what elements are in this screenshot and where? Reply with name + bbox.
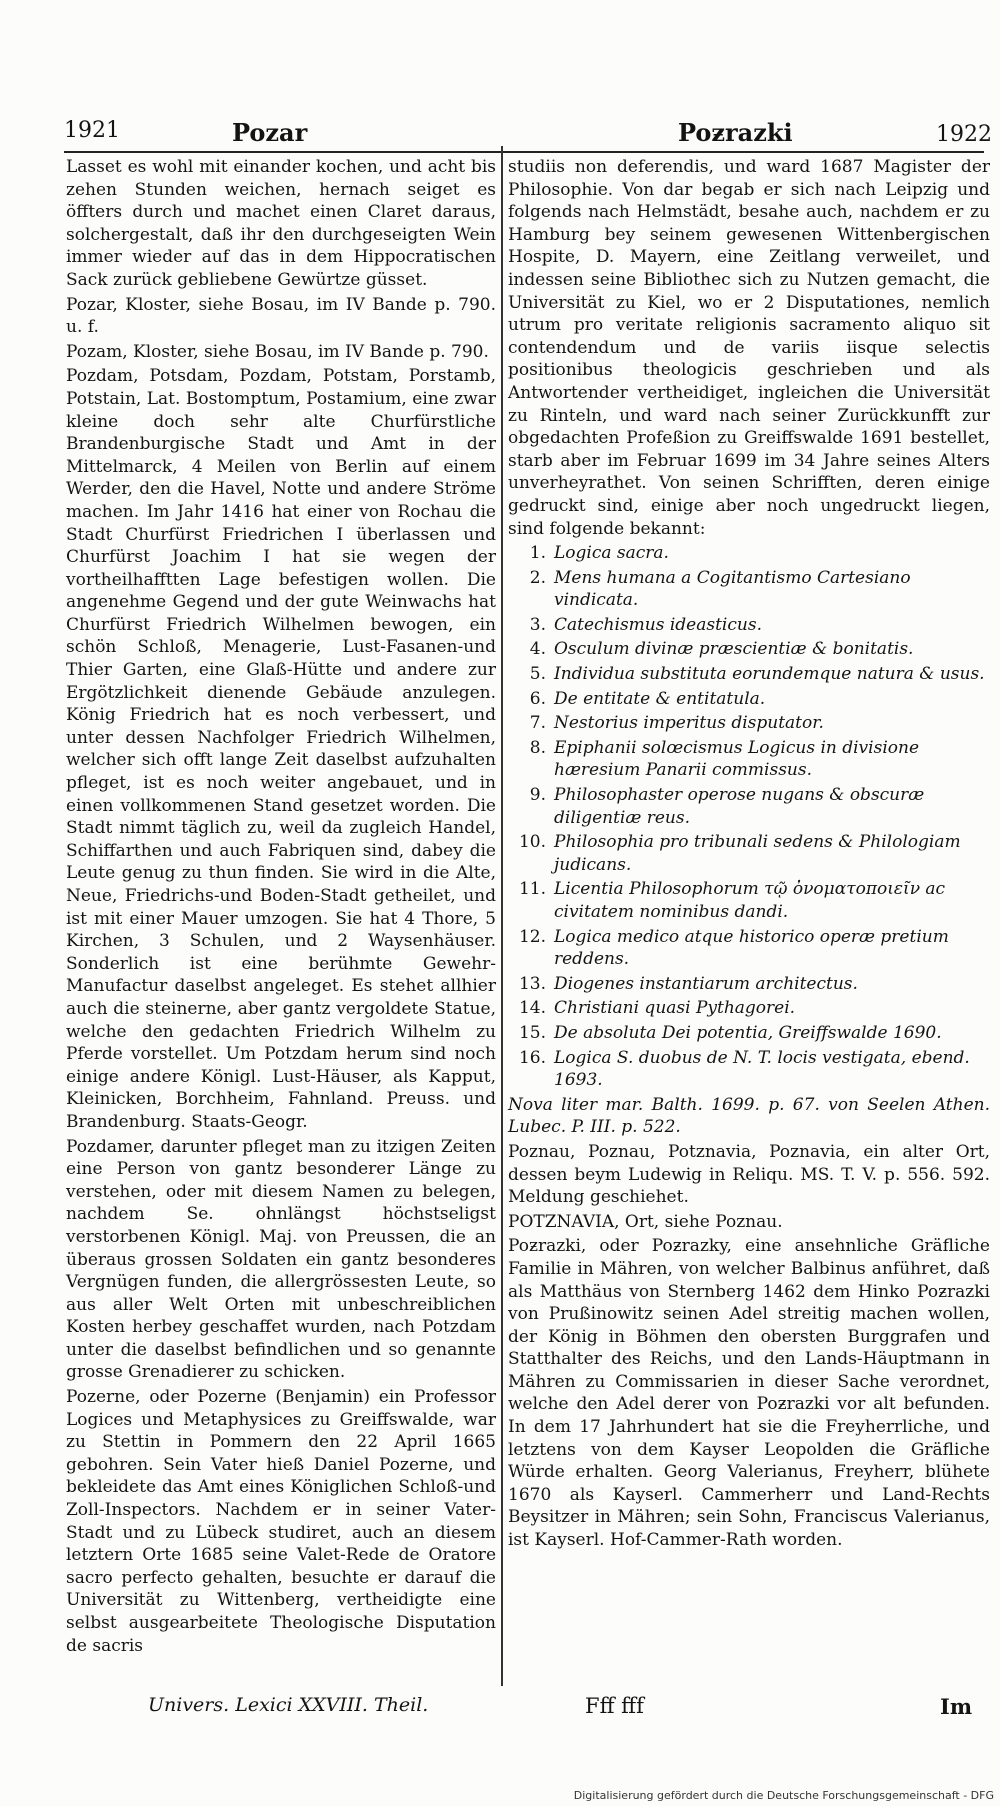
paragraph-recipe: Lasset es wohl mit einander kochen, und acht bis zehen Stunden weichen, hernach seiget es öffters durch und machet einen Claret daraus, solchergestalt, daß ihr den durchgeseigten Wein immer wieder auf das in dem Hippocratischen Sack zurück gebliebene Gewürtze güsset. — [66, 157, 496, 290]
list-item: 14. Christiani quasi Pythagorei. — [518, 998, 796, 1019]
list-item: 7. Nestorius imperitus disputator. — [529, 713, 824, 734]
list-item: 15. De absoluta Dei potentia, Greiffswalde 1690. — [518, 1022, 942, 1043]
list-item: 9. Philosophaster operose nugans & obscuræ diligentiæ reus. — [529, 785, 925, 828]
left-headword: Pozar — [232, 118, 308, 147]
list-item: 6. De entitate & entitatula. — [529, 688, 766, 709]
citation: Nova liter mar. Balth. 1699. p. 67. von Seelen Athen. Lubec. P. III. p. 522. — [508, 1094, 990, 1138]
volume-signature: Univers. Lexici XXVIII. Theil. — [148, 1694, 429, 1716]
list-item: 4. Osculum divinæ præscientiæ & bonitatis. — [529, 639, 914, 660]
list-item: 8. Epiphanii solœcismus Logicus in divisione hæresium Panarii commissus. — [529, 737, 920, 781]
list-item: 3. Catechismus ideasticus. — [529, 614, 762, 635]
digitization-note: Digitalisierung gefördert durch die Deutsche Forschungsgemeinschaft - DFG — [573, 1789, 994, 1802]
list-item: 11. Licentia Philosophorum τῷ ὀνοματοποιεῖν ac civitatem nominibus dandi. — [518, 879, 946, 922]
entry-pozam: Pozam, Kloster, siehe Bosau, im IV Bande p. 790. — [66, 341, 489, 362]
sheet-signature: Fff fff — [585, 1694, 644, 1718]
catchword: Im — [940, 1694, 973, 1719]
entry-potsdam: Pozdam, Potsdam, Pozdam, Potstam, Porstamb, Potstain, Lat. Bostomptum, Postamium, eine zwar kleine doch sehr alte Churfürstliche Brandenburgische Stadt und Amt in der Mittelmarck, 4 Meilen von Berlin auf einem Werder, den die Havel, Notte und andere Ströme machen. Im Jahr 1416 hat einer von Rochau die Stadt Churfürst Friedrichen I überlassen und Churfürst Joachim I hat sie wegen der vortheilhafftten Lage befestigen wollen. Die angenehme Gegend und der gute Weinwachs hat Churfürst Friedrich Wilhelmen bewogen, ein schön Schloß, Menagerie, Lust-Fasanen-und Thier Garten, eine Glaß-Hütte und andere zur Ergötzlichkeit dienende Gebäude anzulegen. König Friedrich hat es noch verbessert, und unter dessen Nachfolger Friedrich Wilhelmen, welcher sich offt lange Zeit daselbst aufzuhalten pfleget, ist es noch weiter angebauet, und in einen vollkommenen Stand gesetzet worden. Die Stadt nimmt täglich zu, weil da zugleich Handel, Schiffarthen und auch Fabriquen sind, dabey die Leute genug zu thun finden. Sie wird in die Alte, Neue, Friedrichs-und Boden-Stadt getheilet, und ist mit einer Mauer umzogen. Sie hat 4 Thore, 5 Kirchen, 3 Schulen, und 2 Waysenhäuser. Sonderlich ist eine berühmte Gewehr-Manufactur daselbst angeleget. Es stehet allhier auch die steinerne, aber gantz vergoldete Statue, welche den gedachten Friedrich Wilhelm zu Pferde vorstellet. Um Potzdam herum sind noch einige andere Königl. Lust-Häuser, als Kapput, Kleinicken, Borchheim, Fahnland. Preuss. und Brandenburg. Staats-Geogr. — [66, 366, 496, 1132]
list-item: 13. Diogenes instantiarum architectus. — [518, 973, 858, 994]
list-item: 12. Logica medico atque historico operæ pretium reddens. — [518, 926, 949, 970]
right-column — [508, 156, 990, 1552]
running-head — [64, 118, 992, 148]
left-column-number: 1921 — [64, 118, 120, 143]
list-item: 1. Logica sacra. — [529, 543, 669, 564]
entry-pozerne-continued: studiis non deferendis, und ward 1687 Magister der Philosophie. Von dar begab er sich nach Leipzig und folgends nach Helmstädt, besahe auch, nachdem er zu Hamburg bey seinem gewesenen Wittenbergischen Hospite, D. Mayern, eine Zeitlang verweilet, und indessen seine Bibliothec sich zu Nutzen gemacht, die Universität zu Kiel, wo er 2 Disputationes, nemlich utrum pro veritate religionis sacramento aliquo sit contendendum und de variis iisque selectis positionibus theologicis geschrieben und als Antwortender vertheidiget, ingleichen die Universität zu Rinteln, und ward nach seiner Zurückkunfft zur obgedachten Profeßion zu Greiffswalde 1691 bestellet, starb aber im Februar 1699 im 34 Jahre seines Alters unverheyrathet. Von seinen Schrifften, deren einige gedruckt sind, einige aber noch ungedruckt liegen, sind folgende bekannt: — [508, 157, 990, 539]
entry-pozrazki: Poƶrazki, oder Poƶrazky, eine ansehnliche Gräfliche Familie in Mähren, von welcher Balbinus anführet, daß als Matthäus von Sternberg 1462 dem Hinko Poƶrazki von Prußinowitz seinen Adel streitig machen wollen, der König in Böhmen den obersten Burggrafen und Statthalter des Reichs, und den Lands-Häuptmann in Mähren zu Commissarien in dieser Sache verordnet, welche den Adel derer von Poƶrazki vor alt befunden. In dem 17 Jahrhundert hat sie die Freyherrliche, und letztens von dem Kayser Leopolden die Gräfliche Würde erhalten. Georg Valerianus, Freyherr, blühete 1670 als Kayserl. Cammerherr und Land-Rechts Beysitzer in Mähren; sein Sohn, Franciscus Valerianus, ist Kayserl. Hof-Cammer-Rath worden. — [508, 1236, 990, 1551]
entry-pozdamer: Pozdamer, darunter pfleget man zu itzigen Zeiten eine Person von gantz besonderer Länge zu verstehen, oder mit diesem Namen zu belegen, nachdem Se. ohnlängst höchstseligst verstorbenen Königl. Maj. von Preussen, die an überaus grossen Soldaten ein gantz besonderes Vergnügen funden, die allergrössesten Leute, so aus aller Welt Orten mit unbeschreiblichen Kosten herbey geschaffet wurden, nach Potzdam unter die daselbst befindlichen und so genannte grosse Grenadierer zu schicken. — [66, 1136, 496, 1383]
list-item: 5. Individua substituta eorundemque natura & usus. — [529, 664, 985, 685]
list-item: 16. Logica S. duobus de N. T. locis vestigata, ebend. 1693. — [518, 1047, 970, 1091]
list-item: 10. Philosophia pro tribunali sedens & Philologiam judicans. — [518, 832, 961, 875]
right-headword: Poƶrazki — [678, 118, 793, 147]
left-column — [66, 156, 496, 1657]
header-rule — [64, 151, 984, 153]
works-list — [508, 542, 990, 1092]
entry-pozar: Pozar, Kloster, siehe Bosau, im IV Bande p. 790. u. f. — [66, 294, 496, 338]
list-item: 2. Mens humana a Cogitantismo Cartesiano vindicata. — [529, 567, 911, 611]
right-column-number: 1922 — [936, 122, 992, 147]
entry-poznau: Poznau, Poznau, Potznavia, Poznavia, ein alter Ort, dessen beym Ludewig in Reliqu. MS. T. V. p. 556. 592. Meldung geschiehet. — [508, 1141, 990, 1208]
entry-potznavia: POTZNAVIA, Ort, siehe Poznau. — [508, 1211, 783, 1232]
column-divider — [501, 146, 503, 1686]
entry-pozerne: Pozerne, oder Pozerne (Benjamin) ein Professor Logices und Metaphysices zu Greiffswalde, war zu Stettin in Pommern den 22 April 1665 gebohren. Sein Vater hieß Daniel Pozerne, und bekleidete das Amt eines Königlichen Schloß-und Zoll-Inspectors. Nachdem er in seiner Vater-Stadt und zu Lübeck studiret, auch an diesem letztern Orte 1685 seine Valet-Rede de Oratore sacro perfecto gehalten, besuchte er darauf die Universität zu Wittenberg, vertheidigte eine selbst ausgearbeitete Theologische Disputation de sacris — [66, 1387, 496, 1656]
